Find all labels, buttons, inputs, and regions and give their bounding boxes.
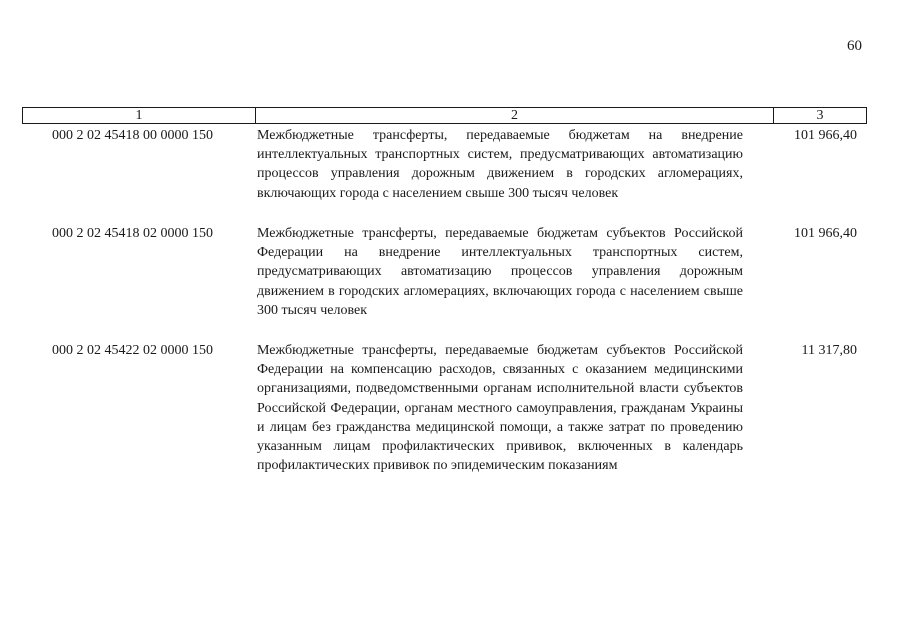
row-amount: 11 317,80 [801, 343, 857, 358]
column-header-code: 1 [23, 108, 256, 123]
page-number: 60 [847, 38, 862, 54]
row-amount: 101 966,40 [794, 226, 857, 241]
budget-code: 000 2 02 45418 00 0000 150 [52, 128, 213, 143]
row-amount: 101 966,40 [794, 128, 857, 143]
budget-code: 000 2 02 45418 02 0000 150 [52, 226, 213, 241]
column-header-amount: 3 [816, 108, 824, 123]
table-header-row [22, 107, 867, 124]
row-description: Межбюджетные трансферты, передаваемые бюджетам на внедрение интеллектуальных транспортных систем, предусматривающих автоматизацию процессов управления дорожным движением в городских агломерациях, включающих города с населением свыше 300 тысяч человек [257, 128, 743, 201]
row-description: Межбюджетные трансферты, передаваемые бюджетам субъектов Российской Федерации на внедрение интеллектуальных транспортных систем, предусматривающих автоматизацию процессов управления дорожным движением в городских агломерациях, включающих города с населением свыше 300 тысяч человек [257, 226, 743, 318]
budget-code: 000 2 02 45422 02 0000 150 [52, 343, 213, 358]
column-header-description: 2 [256, 108, 774, 123]
row-description: Межбюджетные трансферты, передаваемые бюджетам субъектов Российской Федерации на компенсацию расходов, связанных с оказанием медицинскими организациями, подведомственными органам исполнительной власти субъектов Российской Федерации, органам местного самоуправления, гражданам Украины и лицам без гражданства медицинской помощи, а также затрат по проведению указанным лицам профилактических прививок, включенных в календарь профилактических прививок по эпидемическим показаниям [257, 343, 743, 474]
